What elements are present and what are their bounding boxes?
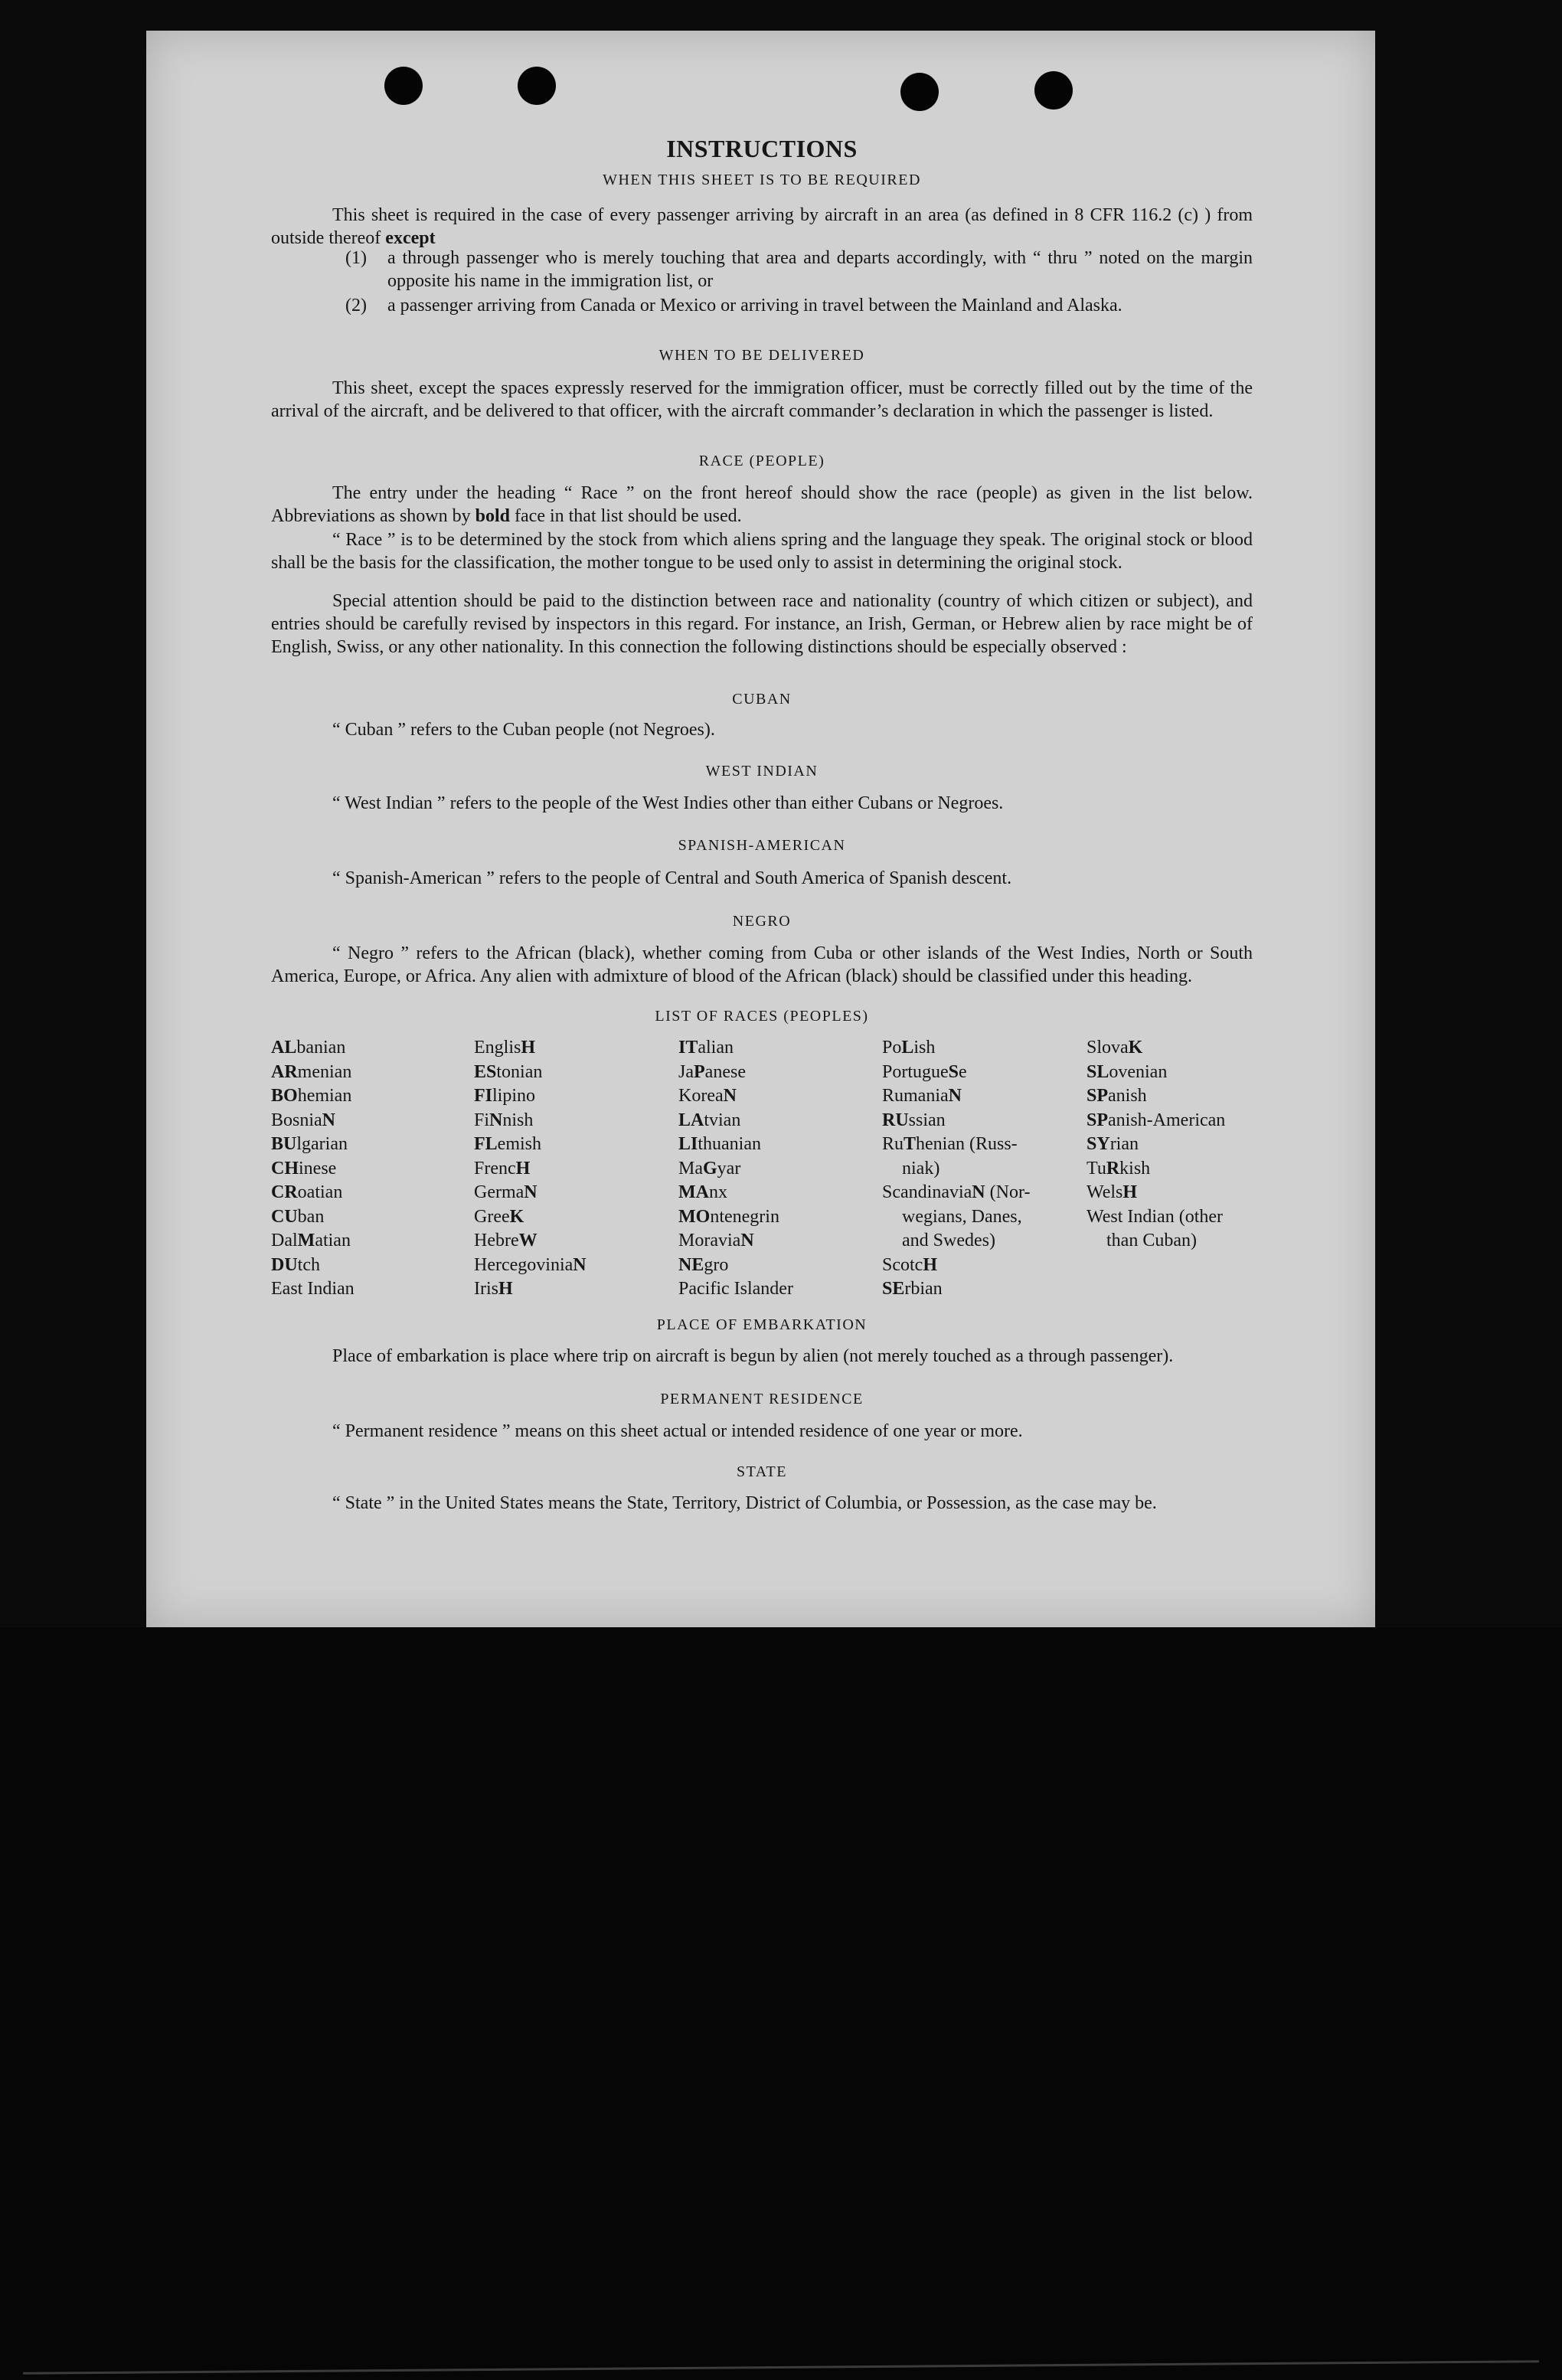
punch-hole xyxy=(518,67,556,105)
race-entry: niak) xyxy=(902,1158,940,1179)
race-entry: RUssian xyxy=(882,1110,946,1130)
races-column xyxy=(678,1036,793,1302)
race-entry: MOntenegrin xyxy=(678,1206,779,1227)
race-entry: ITalian xyxy=(678,1038,734,1058)
paragraph-negro: “ Negro ” refers to the African (black), whether coming from Cuba or other islands of the West Indies, North or South America, Europe, or Africa. Any alien with admixture of blood of the African (black) should be classified under this heading. xyxy=(271,943,1253,986)
heading-when-required: WHEN THIS SHEET IS TO BE REQUIRED xyxy=(603,172,921,188)
race-entry: FrencH xyxy=(474,1158,531,1179)
scan-background xyxy=(0,1627,1562,2380)
race-entry: SPanish-American xyxy=(1087,1110,1226,1130)
race-entry: BUlgarian xyxy=(271,1134,348,1154)
race-entry: RuThenian (Russ- xyxy=(882,1134,1018,1154)
heading-spanish-american: SPANISH-AMERICAN xyxy=(678,837,846,854)
race-entry: SlovaK xyxy=(1087,1038,1143,1058)
race-entry: CHinese xyxy=(271,1158,337,1179)
race-entry: TuRkish xyxy=(1087,1158,1151,1179)
race-entry: WelsH xyxy=(1087,1182,1138,1202)
race-entry: GreeK xyxy=(474,1206,524,1227)
race-entry: NEgro xyxy=(678,1254,729,1275)
heading-negro: NEGRO xyxy=(732,913,792,930)
paragraph-permanent-residence: “ Permanent residence ” means on this sheet actual or intended residence of one year or more. xyxy=(332,1421,1023,1441)
race-entry: MAnx xyxy=(678,1182,727,1202)
race-entry: MoraviaN xyxy=(678,1231,754,1250)
races-column xyxy=(1087,1036,1225,1254)
list-item: (2) a passenger arriving from Canada or Mexico or arriving in travel between the Mainland and Alaska. xyxy=(345,296,1122,315)
race-entry: BosniaN xyxy=(271,1110,336,1130)
punch-hole xyxy=(900,73,939,111)
race-entry: MaGyar xyxy=(678,1158,741,1179)
heading-race: RACE (PEOPLE) xyxy=(698,453,825,469)
race-entry: HebreW xyxy=(474,1231,538,1250)
race-entry: ARmenian xyxy=(271,1061,352,1082)
race-entry: EStonian xyxy=(474,1061,543,1082)
race-entry: KoreaN xyxy=(678,1086,737,1106)
races-column xyxy=(474,1036,587,1302)
race-entry: FLemish xyxy=(474,1134,541,1154)
race-entry: SErbian xyxy=(882,1279,943,1299)
paragraph-west-indian: “ West Indian ” refers to the people of the West Indies other than either Cubans or Negroes. xyxy=(332,793,1004,813)
heading-state: STATE xyxy=(737,1463,787,1480)
race-entry: CUban xyxy=(271,1206,325,1227)
race-entry: PortugueSe xyxy=(882,1061,967,1082)
race-entry: DUtch xyxy=(271,1254,320,1275)
race-entry: ALbanian xyxy=(271,1038,346,1058)
document-title: INSTRUCTIONS xyxy=(666,135,858,162)
race-entry: FIlipino xyxy=(474,1086,536,1106)
race-entry: FiNnish xyxy=(474,1110,534,1130)
document-sheet xyxy=(146,31,1375,1627)
race-entry: EnglisH xyxy=(474,1038,536,1058)
punch-hole xyxy=(1034,71,1073,110)
race-entry: IrisH xyxy=(474,1279,513,1299)
race-entry: RumaniaN xyxy=(882,1086,962,1106)
heading-cuban: CUBAN xyxy=(732,691,792,708)
paragraph-race-3: Special attention should be paid to the distinction between race and nationality (country of which citizen or subject), and entries should be carefully revised by inspectors in this regard. For instance, an Irish, German, or Hebrew alien by race might be of English, Swiss, or any other nationality. In this connection the following distinctions should be especially observed : xyxy=(271,591,1253,657)
race-entry: LAtvian xyxy=(678,1110,741,1130)
race-entry: West Indian (other xyxy=(1087,1206,1224,1227)
race-entry: East Indian xyxy=(271,1279,355,1299)
paragraph-delivered: This sheet, except the spaces expressly reserved for the immigration officer, must be correctly filled out by the time of the arrival of the aircraft, and be delivered to that officer, with the aircraft commander’s declaration in which the passenger is listed. xyxy=(271,378,1253,421)
paragraph-cuban: “ Cuban ” refers to the Cuban people (not Negroes). xyxy=(332,720,715,740)
races-column xyxy=(271,1036,355,1302)
paragraph-race-1: The entry under the heading “ Race ” on the front hereof should show the race (people) as given in the list below. Abbreviations as shown by bold face in that list should be used. xyxy=(271,483,1253,526)
race-entry: GermaN xyxy=(474,1182,538,1202)
race-entry: CRoatian xyxy=(271,1182,343,1202)
paragraph-state: “ State ” in the United States means the State, Territory, District of Columbia, or Possession, as the case may be. xyxy=(332,1493,1157,1513)
race-entry: JaPanese xyxy=(678,1061,746,1082)
race-entry: ScandinaviaN (Nor- xyxy=(882,1182,1031,1202)
heading-when-delivered: WHEN TO BE DELIVERED xyxy=(658,347,865,364)
heading-west-indian: WEST INDIAN xyxy=(705,763,819,780)
races-column xyxy=(882,1036,1030,1302)
race-entry: wegians, Danes, xyxy=(902,1206,1022,1227)
race-entry: SLovenian xyxy=(1087,1061,1168,1082)
race-entry: than Cuban) xyxy=(1106,1231,1197,1250)
race-entry: Pacific Islander xyxy=(678,1279,793,1299)
race-entry: PoLish xyxy=(882,1038,936,1058)
heading-embarkation: PLACE OF EMBARKATION xyxy=(656,1316,868,1333)
paragraph-required: This sheet is required in the case of every passenger arriving by aircraft in an area (as defined in 8 CFR 116.2 (c) ) from outside thereof except xyxy=(271,205,1253,248)
paragraph-race-2: “ Race ” is to be determined by the stock from which aliens spring and the language they speak. The original stock or blood shall be the basis for the classification, the mother tongue to be used only to assist in determining the original stock. xyxy=(271,530,1253,573)
race-entry: LIthuanian xyxy=(678,1134,761,1154)
paragraph-embarkation: Place of embarkation is place where trip on aircraft is begun by alien (not merely touched as a through passenger). xyxy=(332,1346,1174,1366)
race-entry: SPanish xyxy=(1087,1086,1147,1106)
race-entry: DalMatian xyxy=(271,1231,351,1250)
race-entry: and Swedes) xyxy=(902,1231,995,1250)
paragraph-spanish-american: “ Spanish-American ” refers to the people of Central and South America of Spanish descent. xyxy=(332,868,1012,888)
list-item: (1) a through passenger who is merely touching that area and departs accordingly, with “ thru ” noted on the margin opposite his name in the immigration list, or xyxy=(345,248,1253,291)
heading-permanent-residence: PERMANENT RESIDENCE xyxy=(660,1391,864,1407)
race-entry: SYrian xyxy=(1087,1134,1139,1154)
race-entry: HercegoviniaN xyxy=(474,1254,587,1275)
race-entry: ScotcH xyxy=(882,1254,937,1275)
punch-hole xyxy=(384,67,423,105)
heading-list-of-races: LIST OF RACES (PEOPLES) xyxy=(655,1008,869,1025)
race-entry: BOhemian xyxy=(271,1086,352,1106)
